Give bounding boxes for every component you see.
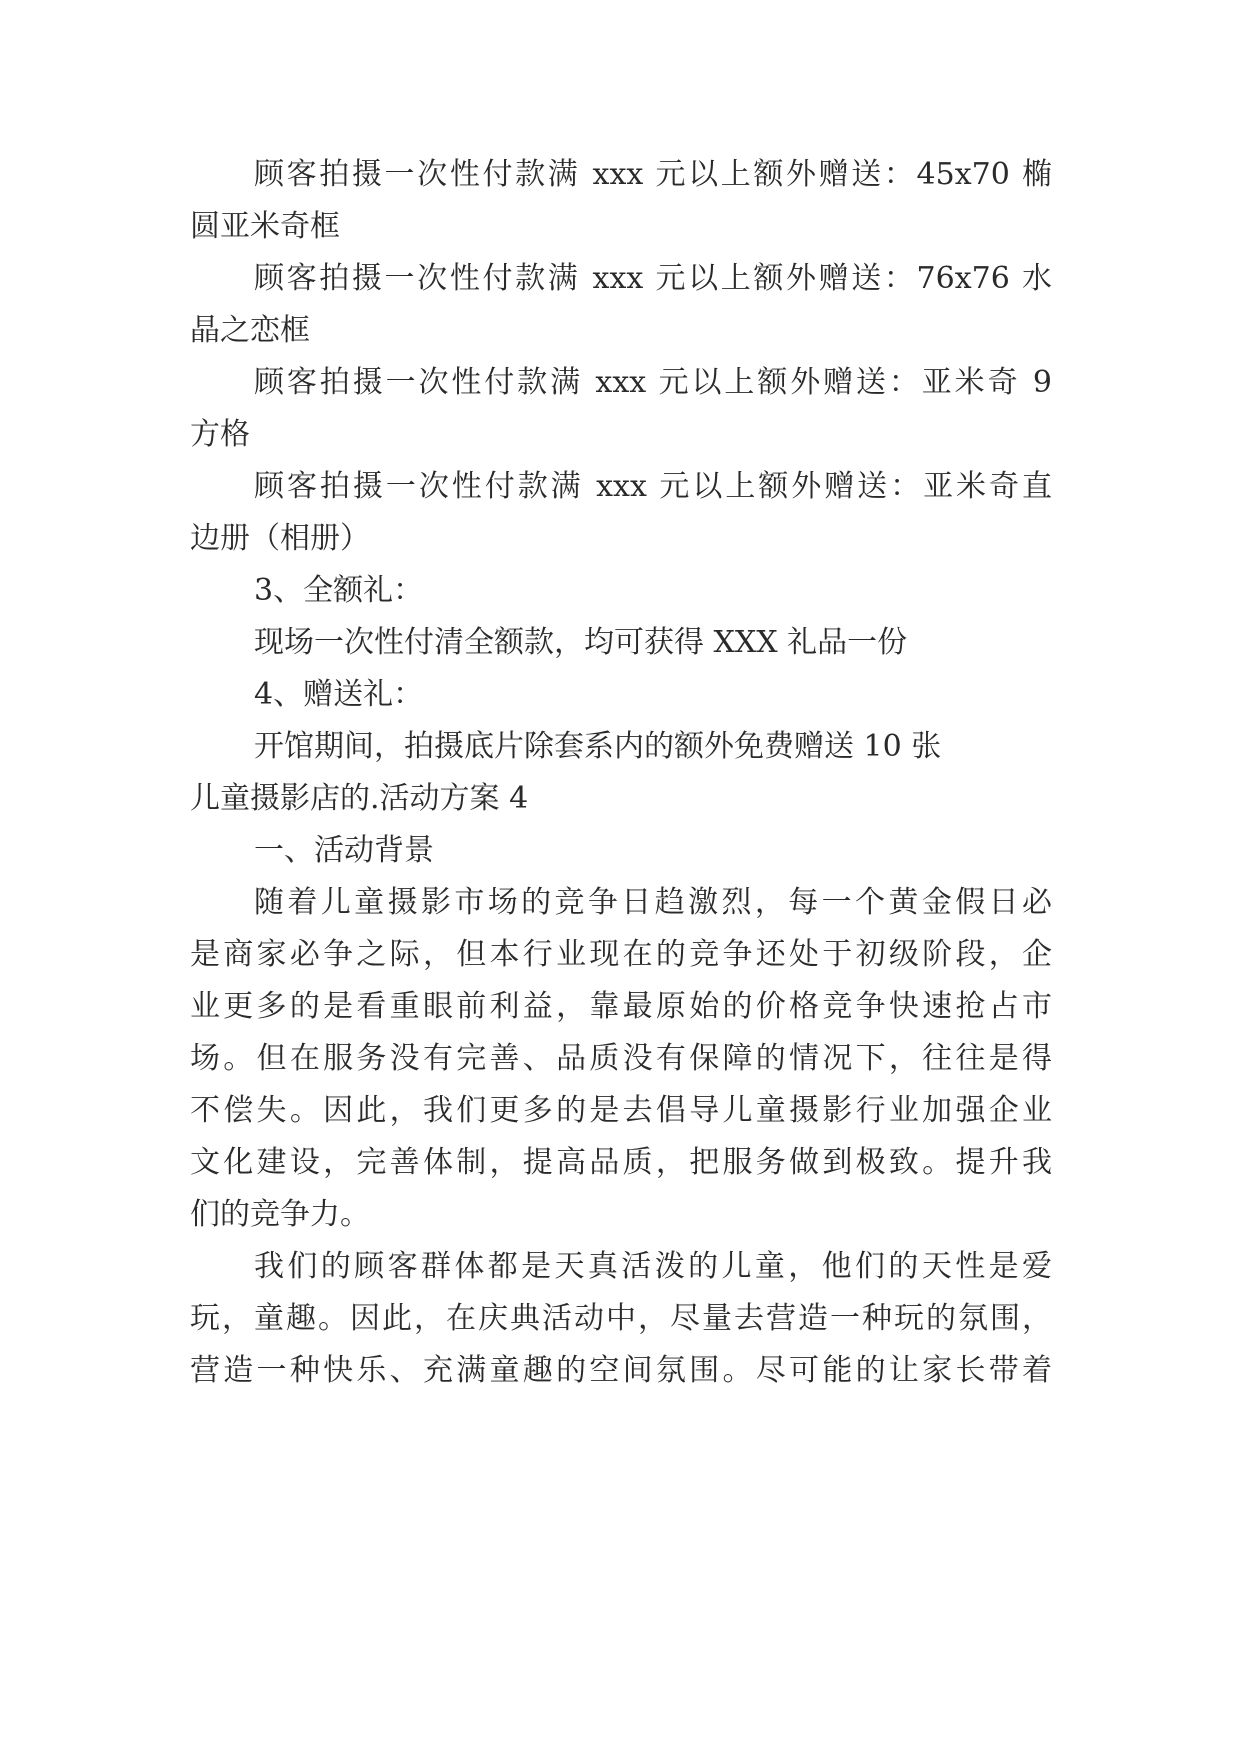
- section-heading: 4、赠送礼：: [254, 677, 424, 712]
- text-line: 顾客拍摄一次性付款满 xxx 元以上额外赠送：亚米奇 9: [254, 365, 1052, 400]
- text-line: 场。但在服务没有完善、品质没有保障的情况下，往往是得: [190, 1041, 1052, 1076]
- text-line: 营造一种快乐、充满童趣的空间氛围。尽可能的让家长带着: [190, 1353, 1052, 1388]
- text-line: 业更多的是看重眼前利益，靠最原始的价格竞争快速抢占市: [190, 989, 1052, 1024]
- text-line: 不偿失。因此，我们更多的是去倡导儿童摄影行业加强企业: [190, 1093, 1052, 1128]
- text-line: 顾客拍摄一次性付款满 xxx 元以上额外赠送：45x70 椭: [254, 157, 1052, 192]
- text-line: 是商家必争之际，但本行业现在的竞争还处于初级阶段，企: [190, 937, 1052, 972]
- text-line: 晶之恋框: [190, 313, 310, 348]
- text-line: 方格: [190, 417, 250, 452]
- text-line: 我们的顾客群体都是天真活泼的儿童，他们的天性是爱: [254, 1249, 1052, 1284]
- text-line: 玩，童趣。因此，在庆典活动中，尽量去营造一种玩的氛围，: [190, 1301, 1052, 1336]
- document-title: 儿童摄影店的.活动方案 4: [190, 781, 529, 816]
- text-line: 文化建设，完善体制，提高品质，把服务做到极致。提升我: [190, 1145, 1052, 1180]
- text-line: 开馆期间，拍摄底片除套系内的额外免费赠送 10 张: [254, 729, 942, 764]
- text-line: 随着儿童摄影市场的竞争日趋激烈，每一个黄金假日必: [254, 885, 1052, 920]
- text-line: 边册（相册）: [190, 521, 370, 556]
- text-line: 现场一次性付清全额款，均可获得 XXX 礼品一份: [254, 625, 908, 660]
- text-line: 们的竞争力。: [190, 1197, 370, 1232]
- text-line: 顾客拍摄一次性付款满 xxx 元以上额外赠送：76x76 水: [254, 261, 1052, 296]
- text-line: 圆亚米奇框: [190, 209, 340, 244]
- text-line: 顾客拍摄一次性付款满 xxx 元以上额外赠送：亚米奇直: [254, 469, 1052, 504]
- section-heading: 3、全额礼：: [254, 573, 424, 608]
- section-heading: 一、活动背景: [254, 833, 434, 868]
